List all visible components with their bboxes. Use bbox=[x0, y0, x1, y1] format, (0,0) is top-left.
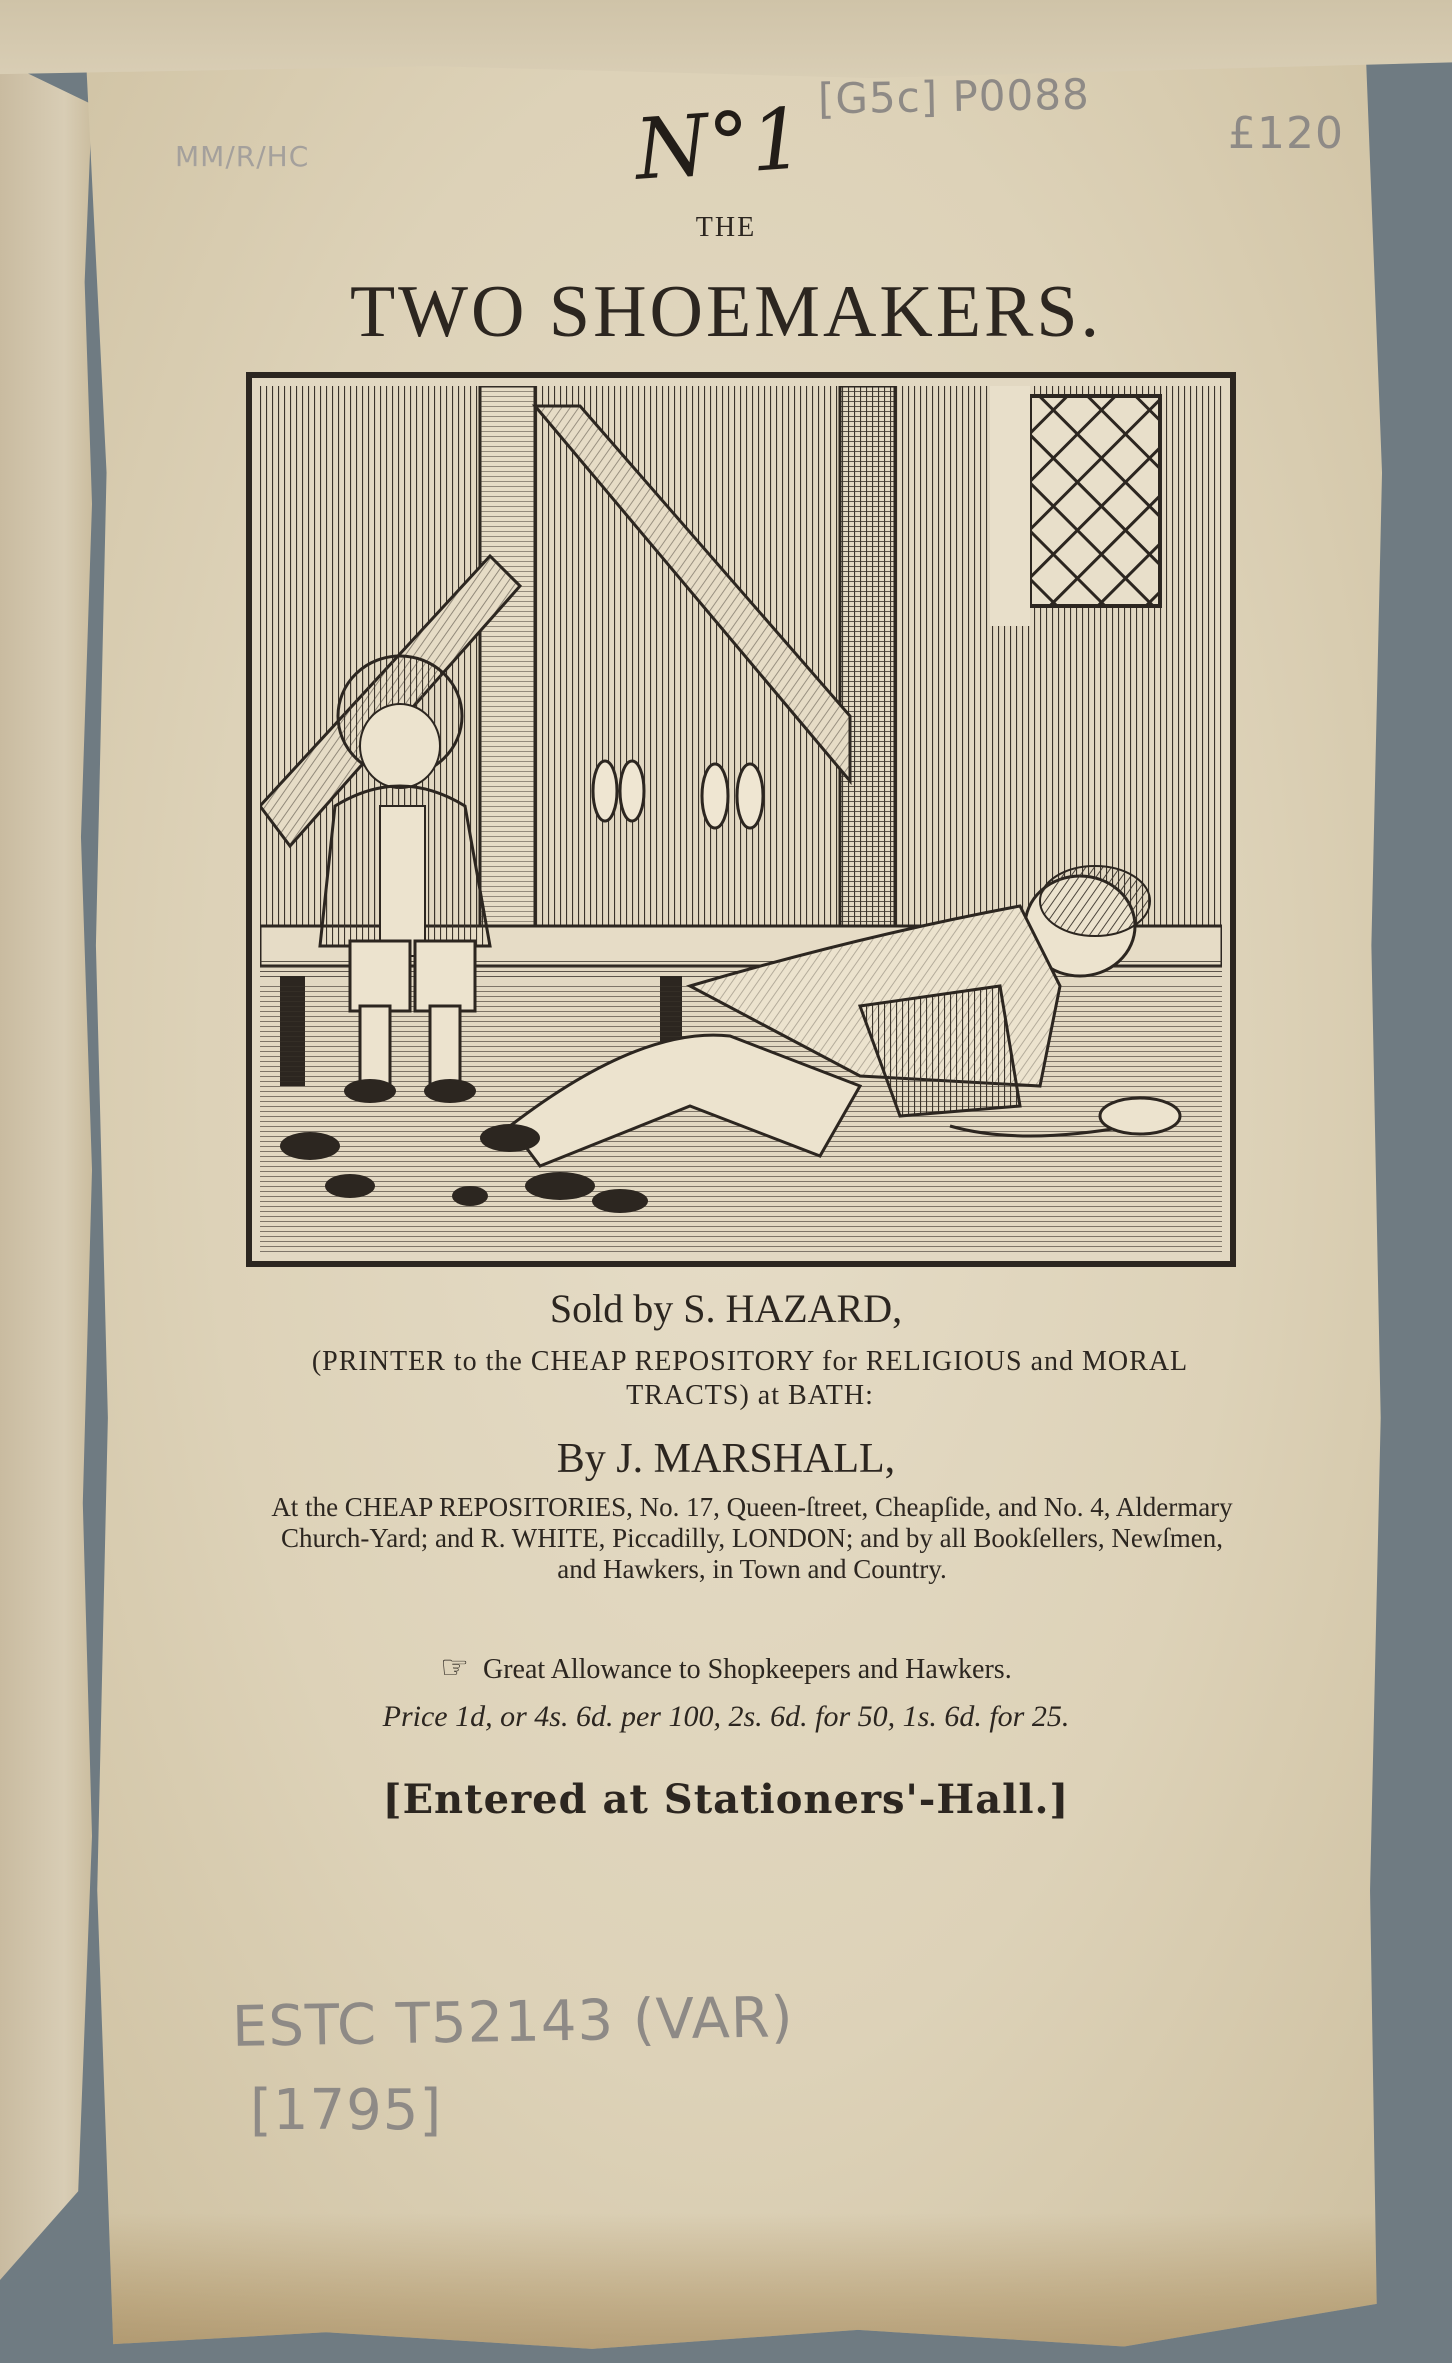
handwritten-number: N°1 bbox=[631, 89, 808, 199]
printer-line: (PRINTER to the CHEAP REPOSITORY for RELIGIOUS and MORAL TRACTS) at BATH: bbox=[311, 1346, 1189, 1411]
pencil-year-note: [1795] bbox=[250, 2078, 443, 2143]
allowance-text: Great Allowance to Shopkeepers and Hawkers. bbox=[482, 1654, 1012, 1685]
pencil-shelfmark: [G5c] P0088 bbox=[817, 69, 1091, 124]
page-title: TWO SHOEMAKERS. bbox=[349, 271, 1103, 353]
allowance-line bbox=[0, 1648, 1452, 1686]
sold-by-line: Sold by S. HAZARD, bbox=[549, 1286, 903, 1331]
woodcut-illustration bbox=[246, 372, 1236, 1267]
woodcut-drawing bbox=[260, 386, 1222, 1253]
top-fold-strip bbox=[0, 0, 1452, 78]
entered-at-stationers-hall: [Entered at Stationers'-Hall.] bbox=[382, 1776, 1070, 1823]
pointing-hand-icon: ☞ bbox=[440, 1649, 469, 1685]
left-page-fragment bbox=[0, 60, 92, 2280]
pencil-code-note: MM/R/HC bbox=[175, 140, 310, 173]
pencil-estc-note: ESTC T52143 (VAR) bbox=[231, 1985, 795, 2060]
pencil-price: £120 bbox=[1228, 108, 1344, 159]
address-block: At the CHEAP REPOSITORIES, No. 17, Queen-ſtreet, Cheapſide, and No. 4, Aldermary Church-Yard; and R. WHITE, Piccadilly, LONDON; and by all Bookſellers, Newſmen, and Hawkers, in Town and Country. bbox=[271, 1492, 1233, 1584]
price-line: Price 1d, or 4s. 6d. per 100, 2s. 6d. for 50, 1s. 6d. for 25. bbox=[382, 1700, 1070, 1733]
title-article: THE bbox=[695, 212, 757, 243]
publisher-line: By J. MARSHALL, bbox=[556, 1436, 896, 1482]
